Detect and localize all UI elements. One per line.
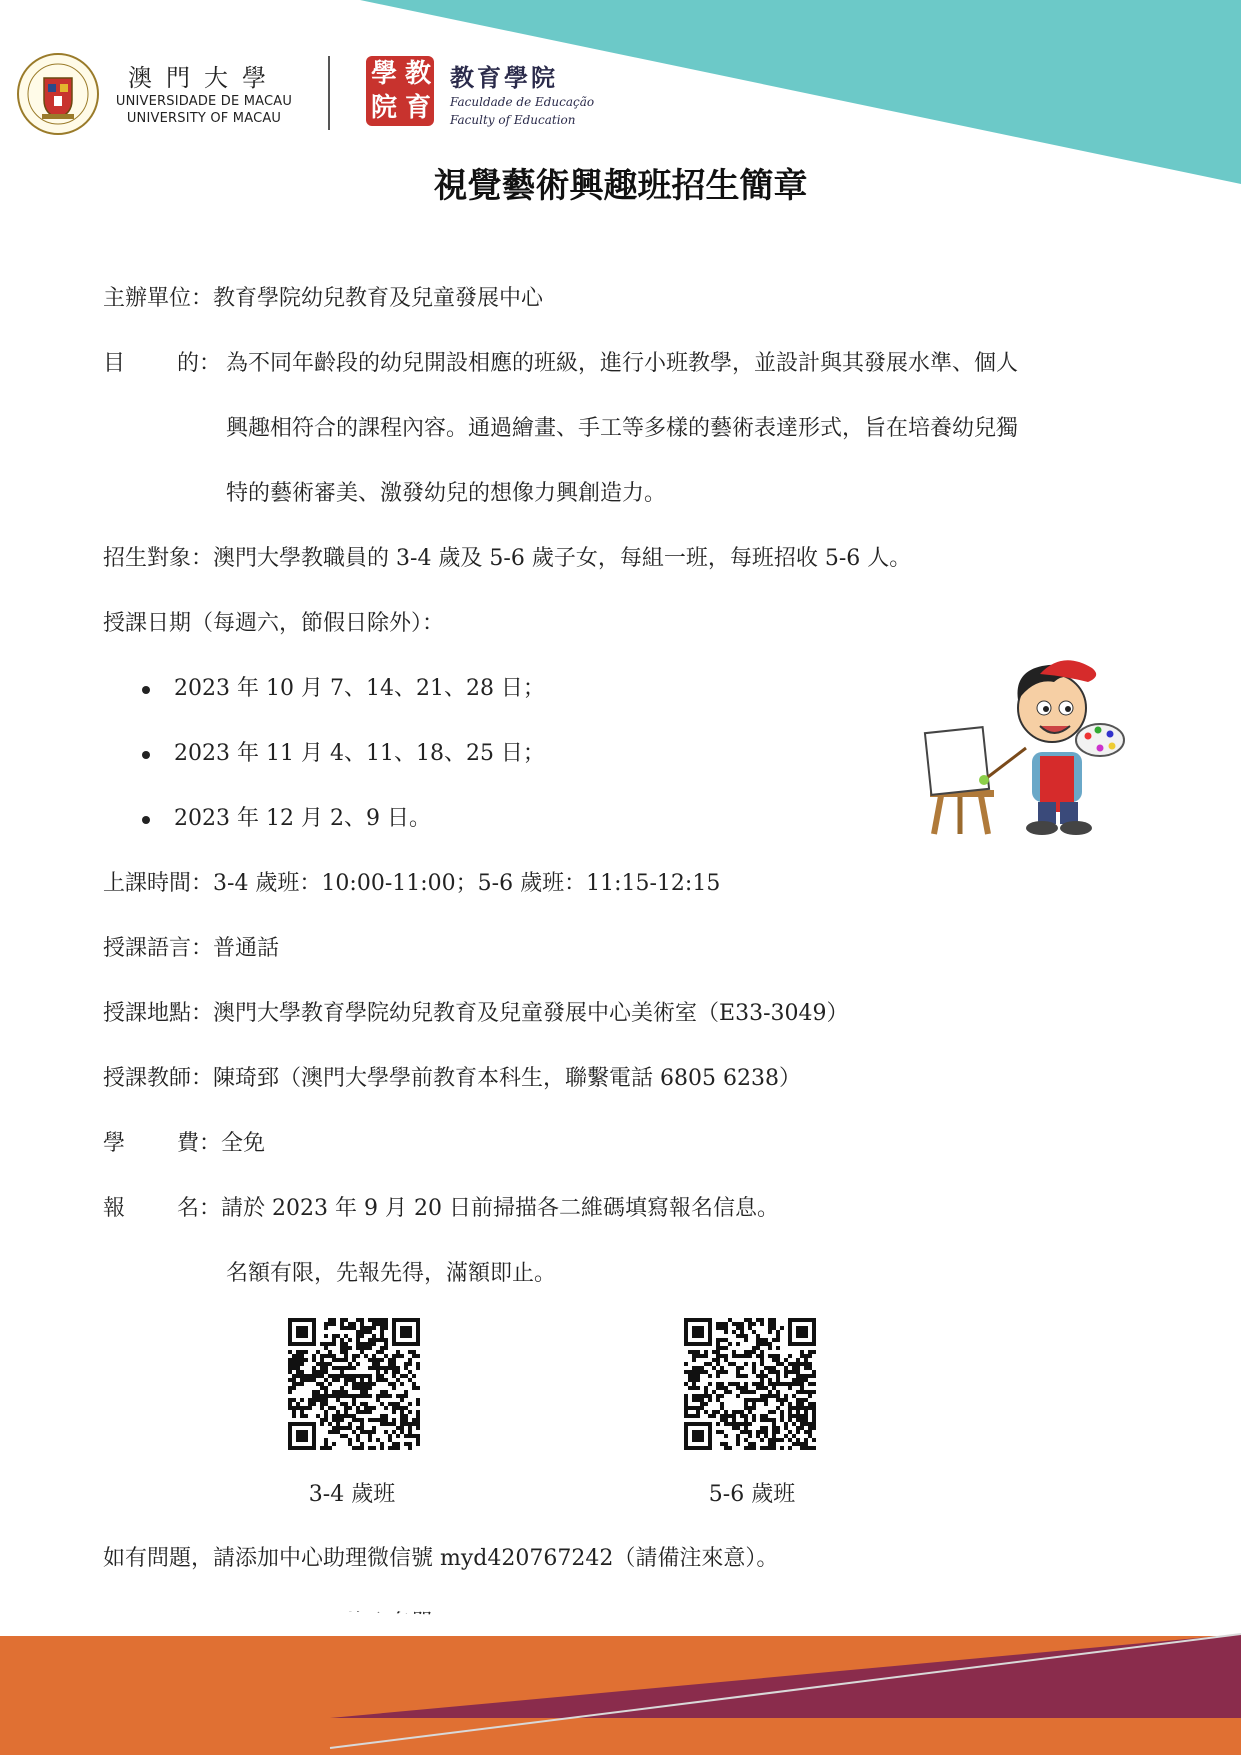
target-value: 澳門大學教職員的 3-4 歲及 5-6 歲子女，每組一班，每班招收 5-6 人。	[213, 546, 912, 571]
bullet-dot	[142, 686, 150, 694]
qr-caption: 5-6 歲班	[708, 1482, 796, 1507]
organizer-label: 主辦單位：	[103, 286, 214, 311]
fee-label-a: 學	[103, 1131, 126, 1156]
qr-code-3-4-class[interactable]	[288, 1318, 420, 1450]
purpose-label	[103, 349, 221, 379]
purpose-label-b: 的：	[177, 351, 222, 376]
organizer-row	[103, 284, 543, 314]
purpose-label-a: 目	[103, 351, 126, 376]
time-value: 3-4 歲班：10:00-11:00；5-6 歲班：11:15-12:15	[213, 871, 721, 896]
location-value: 澳門大學教育學院幼兒教育及兒童發展中心美術室（E33-3049）	[213, 1001, 849, 1026]
location-row	[103, 999, 849, 1029]
language-value: 普通話	[213, 936, 280, 961]
teacher-label: 授課教師：	[103, 1066, 214, 1091]
language-label: 授課語言：	[103, 936, 214, 961]
purpose-line: 特的藝術審美、激發幼兒的想像力興創造力。	[226, 481, 667, 506]
date-item: 2023 年 10 月 7、14、21、28 日；	[174, 676, 545, 701]
language-row	[103, 934, 279, 964]
time-label: 上課時間：	[103, 871, 214, 896]
signup-line2: 名額有限，先報先得，滿額即止。	[226, 1261, 557, 1286]
qr-code-5-6-class[interactable]	[684, 1318, 816, 1450]
qr-caption: 3-4 歲班	[308, 1482, 396, 1507]
university-name-en: UNIVERSITY OF MACAU	[126, 111, 282, 126]
signup-label-a: 報	[103, 1196, 126, 1221]
purpose-line: 興趣相符合的課程內容。通過繪畫、手工等多樣的藝術表達形式，旨在培養幼兒獨	[226, 416, 1019, 441]
target-row	[103, 544, 911, 574]
organizer-value: 教育學院幼兒教育及兒童發展中心	[213, 286, 544, 311]
university-name-pt: UNIVERSIDADE DE MACAU	[115, 94, 293, 109]
page-title: 視覺藝術興趣班招生簡章	[433, 166, 808, 206]
seal-char: 院	[370, 93, 397, 123]
fee-label-b: 費：	[177, 1131, 222, 1156]
seal-char: 育	[404, 93, 431, 123]
faculty-name-cn: 教育學院	[450, 63, 558, 92]
target-label: 招生對象：	[103, 546, 214, 571]
university-crest-logo	[16, 52, 100, 136]
dates-label: 授課日期（每週六，節假日除外）：	[103, 611, 445, 636]
faculty-name-block	[450, 58, 594, 129]
painter-boy-illustration	[922, 656, 1128, 846]
teacher-value: 陳琦郅（澳門大學學前教育本科生，聯繫電話 6805 6238）	[213, 1066, 801, 1091]
time-row	[103, 869, 720, 899]
seal-char: 教	[404, 59, 431, 89]
teacher-row	[103, 1064, 801, 1094]
location-label: 授課地點：	[103, 1001, 214, 1026]
date-item: 2023 年 11 月 4、11、18、25 日；	[174, 741, 545, 766]
bullet-dot	[142, 816, 150, 824]
fee-row	[103, 1129, 265, 1159]
contact-line: 如有問題，請添加中心助理微信號 myd420767242（請備注來意）。	[103, 1546, 779, 1571]
logo-divider	[328, 56, 330, 130]
faculty-seal-logo	[366, 56, 434, 126]
signup-line1: 請於 2023 年 9 月 20 日前掃描各二維碼填寫報名信息。	[221, 1196, 779, 1221]
seal-char: 學	[370, 59, 397, 89]
bullet-dot	[142, 751, 150, 759]
date-item: 2023 年 12 月 2、9 日。	[174, 806, 431, 831]
faculty-name-en: Faculty of Education	[450, 113, 576, 127]
university-name-cn: 澳門大學	[128, 64, 280, 92]
footer-band	[0, 1600, 1241, 1755]
purpose-line: 為不同年齡段的幼兒開設相應的班級，進行小班教學，並設計與其發展水準、個人	[226, 351, 1019, 376]
signup-row	[103, 1194, 779, 1224]
fee-value: 全免	[221, 1131, 266, 1156]
signup-label-b: 名：	[177, 1196, 222, 1221]
faculty-name-pt: Faculdade de Educação	[450, 95, 595, 109]
university-name-block	[104, 58, 304, 127]
